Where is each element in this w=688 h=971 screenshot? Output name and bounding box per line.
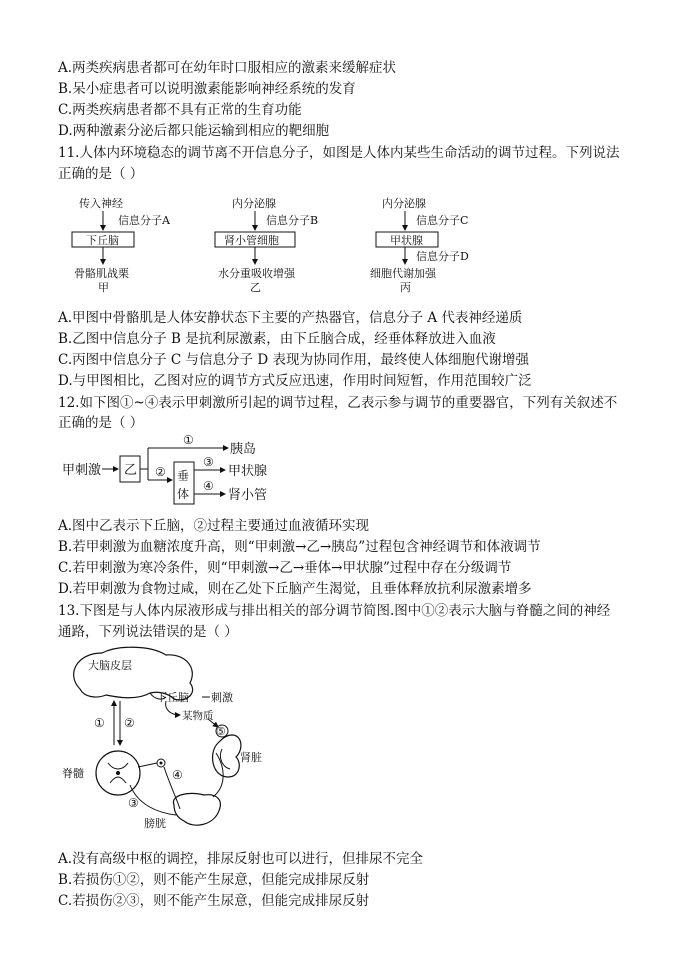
diagram-jia xyxy=(72,196,171,294)
bing-signal-c: 信息分子C xyxy=(416,214,469,227)
bing-result: 细胞代谢加强 xyxy=(370,267,436,280)
q12-option-d: D.若甲刺激为食物过咸，则在乙处下丘脑产生渴觉，且垂体释放抗利尿激素增多 xyxy=(58,581,532,597)
diagram-yi xyxy=(215,196,318,294)
q13-stem: 13.下图是与人体内尿液形成与排出相关的部分调节简图.图中①②表示大脑与脊髓之间的神经 xyxy=(58,603,611,619)
kidney-outline xyxy=(213,735,241,777)
q12-organ: 乙 xyxy=(124,463,138,478)
jia-result: 骨骼肌战栗 xyxy=(74,267,129,280)
q10-option-c: C.两类疾病患者都不具有正常的生育功能 xyxy=(58,102,302,118)
q13-stem-cont: 通路，下列说法错误的是（ ） xyxy=(58,624,238,640)
q13-option-c: C.若损伤②③，则不能产生尿意，但能完成排尿反射 xyxy=(58,893,370,909)
bing-signal-d: 信息分子D xyxy=(416,250,469,263)
stimulus-label: 刺激 xyxy=(211,691,233,704)
q11-option-a: A.甲图中骨骼肌是人体安静状态下主要的产热器官，信息分子 A 代表神经递质 xyxy=(58,310,523,326)
yi-label: 乙 xyxy=(250,281,261,294)
q13-diagram xyxy=(58,645,308,840)
q12-target-1: 胰岛 xyxy=(230,442,257,457)
jia-box: 下丘脑 xyxy=(86,234,119,247)
q10-option-d: D.两种激素分泌后都只能运输到相应的靶细胞 xyxy=(58,123,330,139)
q12-option-c: C.若甲刺激为寒冷条件，则“甲刺激→乙→垂体→甲状腺”过程中存在分级调节 xyxy=(58,560,512,576)
q11-stem: 11.人体内环境稳态的调节离不开信息分子，如图是人体内某些生命活动的调节过程。下列说法 xyxy=(58,145,620,161)
q12-n4: ④ xyxy=(203,479,214,493)
q12-pituitary-2: 体 xyxy=(177,487,190,501)
bing-box: 甲状腺 xyxy=(390,234,423,247)
pathway-4-label: ④ xyxy=(172,768,183,782)
yi-result: 水分重吸收增强 xyxy=(218,267,295,280)
q12-n3: ③ xyxy=(203,455,214,469)
q12-pituitary-1: 垂 xyxy=(177,469,190,483)
pathway-5-label: ⑤ xyxy=(216,725,226,738)
q10-option-b: B.呆小症患者可以说明激素能影响神经系统的发育 xyxy=(58,81,356,97)
q12-target-3: 甲状腺 xyxy=(228,464,268,479)
q12-option-a: A.图中乙表示下丘脑，②过程主要通过血液循环实现 xyxy=(58,518,370,534)
q13-option-b: B.若损伤①②，则不能产生尿意，但能完成排尿反射 xyxy=(58,872,370,888)
bladder-outline xyxy=(173,793,220,825)
bladder-label: 膀胱 xyxy=(144,817,166,830)
q11-diagram xyxy=(60,190,520,300)
hypothalamus-label: 下丘脑 xyxy=(156,691,189,704)
yi-top: 内分泌腺 xyxy=(232,197,276,210)
q12-diagram xyxy=(60,432,320,514)
q10-option-a: A.两类疾病患者都可在幼年时口服相应的激素来缓解症状 xyxy=(58,60,397,76)
q12-target-4: 肾小管 xyxy=(228,488,268,503)
q13-option-a: A.没有高级中枢的调控，排尿反射也可以进行，但排尿不完全 xyxy=(58,851,424,867)
kidney-label: 肾脏 xyxy=(240,751,262,764)
q12-n1: ① xyxy=(183,433,194,447)
jia-label: 甲 xyxy=(98,281,109,294)
q11-option-b: B.乙图中信息分子 B 是抗利尿激素，由下丘脑合成，经垂体释放进入血液 xyxy=(58,331,496,347)
pathway-3-label: ③ xyxy=(128,796,139,810)
q11-stem-cont: 正确的是（ ） xyxy=(58,166,144,182)
spinal-label: 脊髓 xyxy=(62,767,84,780)
pathway-1-label: ① xyxy=(94,716,105,730)
bing-top: 内分泌腺 xyxy=(382,197,426,210)
diagram-bing xyxy=(370,196,469,294)
substance-label: 某物质 xyxy=(182,710,214,722)
jia-top: 传入神经 xyxy=(79,197,123,210)
q11-option-c: C.丙图中信息分子 C 与信息分子 D 表现为协同作用，最终使人体细胞代谢增强 xyxy=(58,352,529,368)
yi-box: 肾小管细胞 xyxy=(224,234,279,247)
q12-option-b: B.若甲刺激为血糖浓度升高，则“甲刺激→乙→胰岛”过程包含神经调节和体液调节 xyxy=(58,539,541,555)
jia-signal: 信息分子A xyxy=(118,214,170,227)
yi-signal: 信息分子B xyxy=(266,214,319,227)
pathway-2-label: ② xyxy=(124,716,135,730)
q11-option-d: D.与甲图相比，乙图对应的调节方式反应迅速，作用时间短暂，作用范围较广泛 xyxy=(58,373,532,389)
q12-stem-cont: 正确的是（ ） xyxy=(58,415,144,431)
q12-stimulus: 甲刺激 xyxy=(62,463,102,478)
q12-stem: 12.如下图①~④表示甲刺激所引起的调节过程，乙表示参与调节的重要器官，下列有关叙述不 xyxy=(58,395,618,411)
q12-n2: ② xyxy=(155,465,166,479)
cortex-label: 大脑皮层 xyxy=(88,659,132,672)
bing-label: 丙 xyxy=(400,281,411,294)
